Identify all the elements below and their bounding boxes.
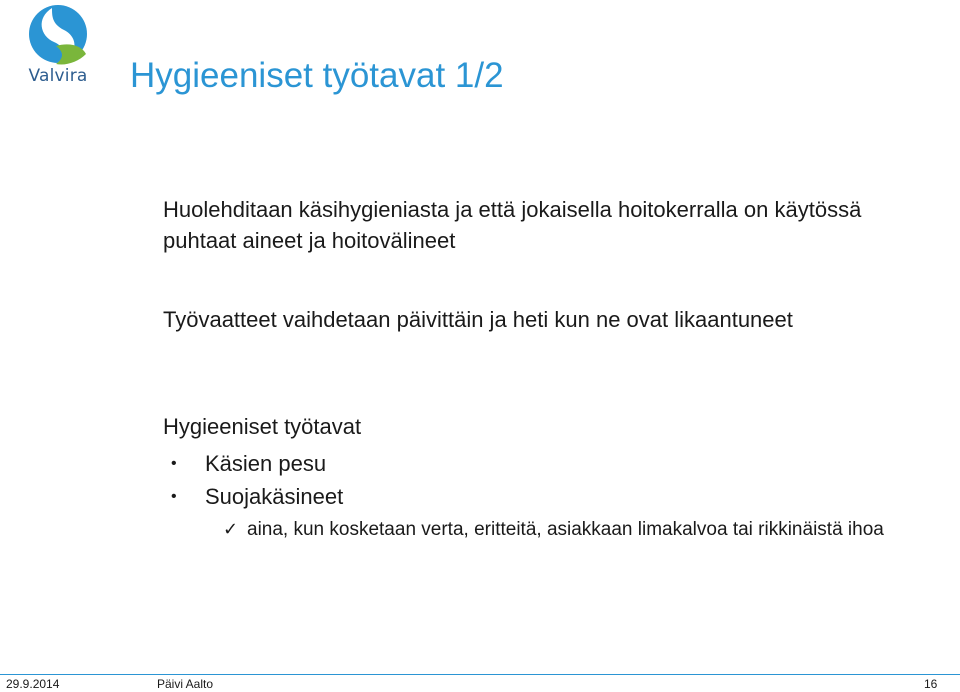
sub-list-item-text: aina, kun kosketaan verta, eritteitä, asiakkaan limakalvoa tai rikkinäistä ihoa [247,519,884,540]
footer-divider [0,674,960,675]
checkmark-icon: ✓ [223,519,239,539]
footer-date: 29.9.2014 [6,677,60,691]
footer-author: Päivi Aalto [157,677,214,691]
paragraph-hand-hygiene: Huolehditaan käsihygieniasta ja että jokaisella hoitokerralla on käytössä puhtaat aineet ja hoitovälineet [163,197,862,253]
logo-wordmark: Valvira [28,66,88,86]
bullet-icon: • [171,488,177,505]
valvira-emblem-icon [22,2,94,66]
page-number: 16 [924,677,938,691]
paragraph-hygienic-practices: Hygieeniset työtavat [163,414,362,439]
bullet-icon: • [171,455,177,472]
list-item-text: Suojakäsineet [205,484,344,509]
slide-title: Hygieeniset työtavat 1/2 [130,56,504,95]
valvira-logo [22,2,94,92]
list-item-text: Käsien pesu [205,451,327,476]
paragraph-work-clothes: Työvaatteet vaihdetaan päivittäin ja heti kun ne ovat likaantuneet [163,307,793,332]
